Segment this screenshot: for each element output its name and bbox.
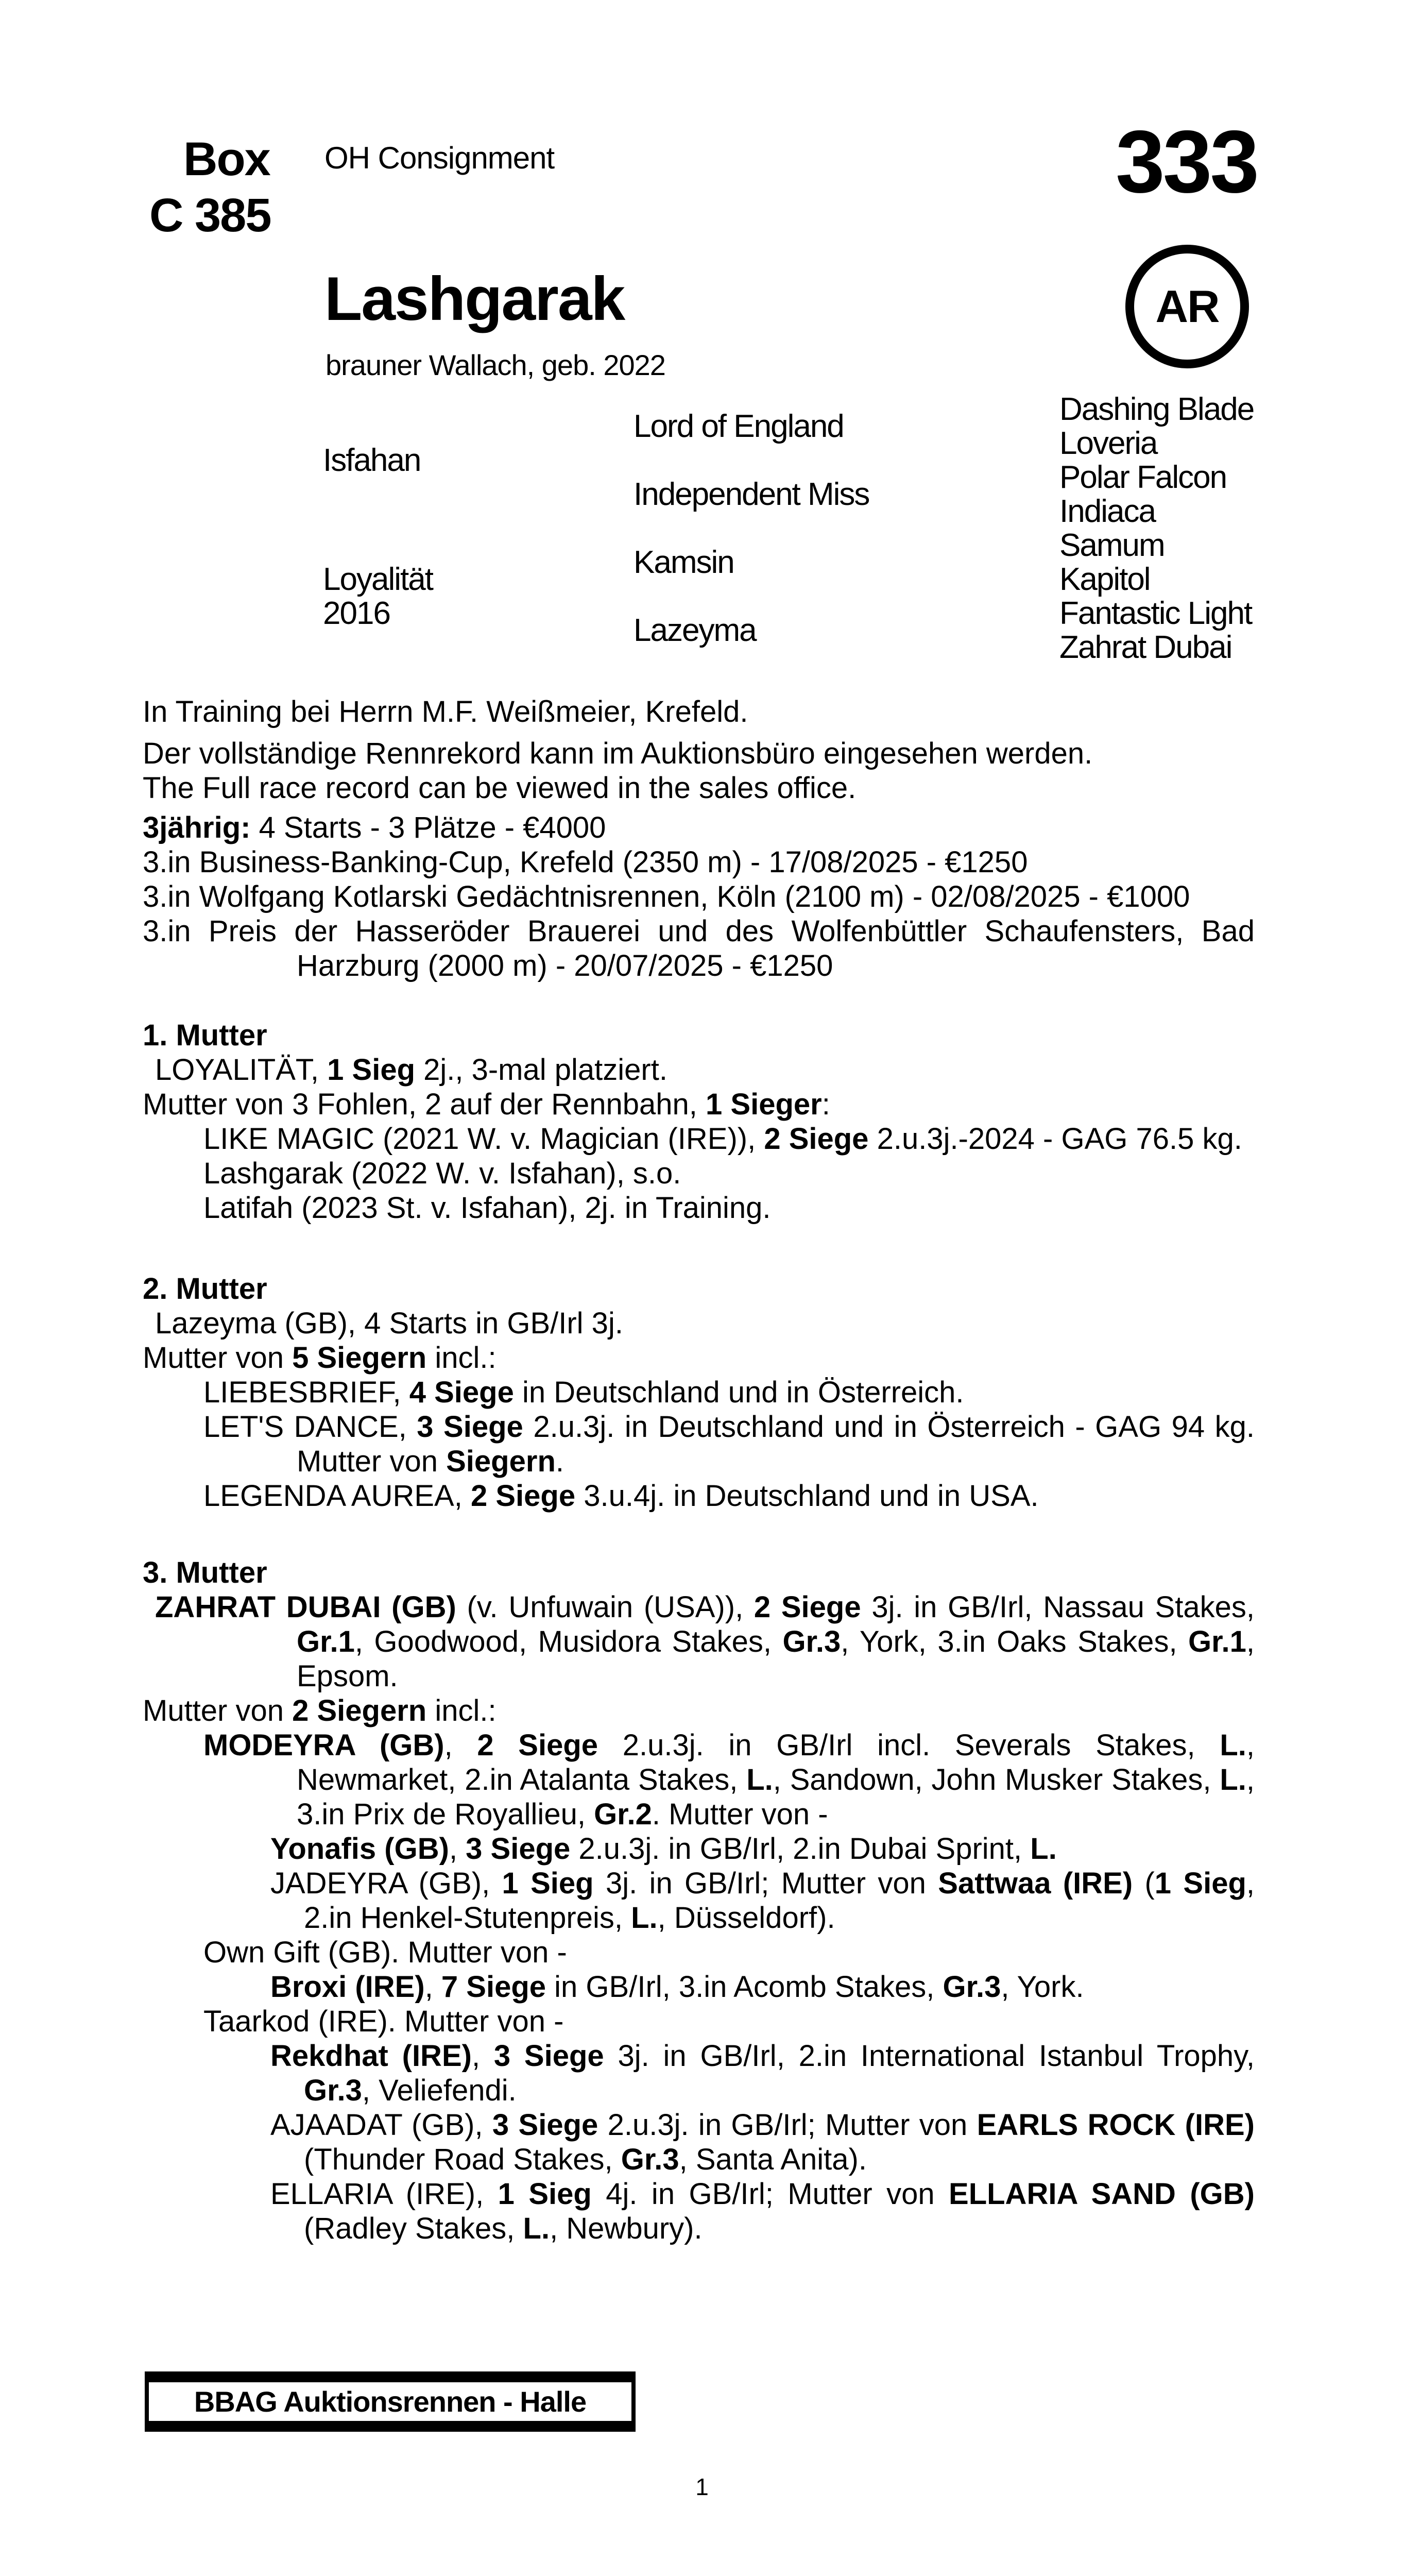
dam-line: ZAHRAT DUBAI (GB) (v. Unfuwain (USA)), 2 Siege 3j. in GB/Irl, Nassau Stakes, Gr.1, Goodwood, Musidora Stakes, Gr.3, York, 3.in Oaks Stakes, Gr.1, Epsom. xyxy=(155,1590,1255,1693)
dam-line: LOYALITÄT, 1 Sieg 2j., 3-mal platziert. xyxy=(155,1053,667,1087)
pedigree-dam xyxy=(323,563,433,631)
progeny-line: Lashgarak (2022 W. v. Isfahan), s.o. xyxy=(203,1157,681,1190)
consignor-name: OH Consignment xyxy=(324,141,555,175)
dam-line: Lazeyma (GB), 4 Starts in GB/Irl 3j. xyxy=(155,1307,623,1340)
catalog-text xyxy=(143,694,1255,2246)
stall-box-number: C 385 xyxy=(149,189,271,242)
progeny-line: Taarkod (IRE). Mutter von - xyxy=(203,2005,564,2038)
section-heading-3rd-dam: 3. Mutter xyxy=(143,1556,267,1589)
pedigree-ggp: Fantastic Light xyxy=(1059,596,1252,631)
pedigree-dam-year: 2016 xyxy=(323,596,390,631)
page-title-horse-name: Lashgarak xyxy=(324,264,625,333)
pedigree-ggp: Samum xyxy=(1059,528,1165,563)
pedigree-ggp: Indiaca xyxy=(1059,494,1155,529)
pedigree-grandsire-2: Kamsin xyxy=(633,545,734,580)
horse-subtitle: brauner Wallach, geb. 2022 xyxy=(326,349,665,381)
stall-box-label: Box xyxy=(183,133,270,185)
pedigree-ggp: Kapitol xyxy=(1059,562,1150,597)
sub-progeny-line: Rekdhat (IRE), 3 Siege 3j. in GB/Irl, 2.in International Istanbul Trophy, Gr.3, Veliefendi. xyxy=(270,2039,1255,2107)
race-record-note-en: The Full race record can be viewed in the sales office. xyxy=(143,771,857,805)
progeny-line: LIEBESBRIEF, 4 Siege in Deutschland und in Österreich. xyxy=(203,1376,964,1409)
race-result-line: 3.in Wolfgang Kotlarski Gedächtnisrennen, Köln (2100 m) - 02/08/2025 - €1000 xyxy=(143,880,1190,913)
pedigree-sire: Isfahan xyxy=(323,443,421,478)
progeny-line: LEGENDA AUREA, 2 Siege 3.u.4j. in Deutschland und in USA. xyxy=(203,1479,1039,1513)
sub-progeny-line: Yonafis (GB), 3 Siege 2.u.3j. in GB/Irl, 2.in Dubai Sprint, L. xyxy=(270,1832,1057,1866)
pedigree-granddam-2: Lazeyma xyxy=(633,613,756,648)
training-note: In Training bei Herrn M.F. Weißmeier, Krefeld. xyxy=(143,695,748,728)
produce-note: Mutter von 3 Fohlen, 2 auf der Rennbahn, 1 Sieger: xyxy=(143,1088,830,1121)
pedigree-ggp: Loveria xyxy=(1059,426,1157,461)
produce-note: Mutter von 2 Siegern incl.: xyxy=(143,1694,496,1727)
page-number: 1 xyxy=(695,2473,709,2500)
section-heading-2nd-dam: 2. Mutter xyxy=(143,1272,267,1306)
sub-progeny-line: Broxi (IRE), 7 Siege in GB/Irl, 3.in Acomb Stakes, Gr.3, York. xyxy=(270,1970,1084,2004)
progeny-line: LET'S DANCE, 3 Siege 2.u.3j. in Deutschland und in Österreich - GAG 94 kg. Mutter von Siegern. xyxy=(203,1410,1255,1478)
progeny-line: Latifah (2023 St. v. Isfahan), 2j. in Training. xyxy=(203,1191,771,1225)
ar-badge-text: AR xyxy=(1155,281,1219,332)
ar-badge xyxy=(1125,245,1249,368)
auction-race-box-label: BBAG Auktionsrennen - Halle xyxy=(194,2385,587,2418)
pedigree-ggp: Zahrat Dubai xyxy=(1059,630,1232,665)
lot-number: 333 xyxy=(1116,112,1257,211)
pedigree-dam-name: Loyalität xyxy=(323,562,433,597)
race-record-note-de: Der vollständige Rennrekord kann im Auktionsbüro eingesehen werden. xyxy=(143,737,1093,770)
pedigree-ggp: Dashing Blade xyxy=(1059,392,1254,427)
progeny-line: MODEYRA (GB), 2 Siege 2.u.3j. in GB/Irl incl. Severals Stakes, L., Newmarket, 2.in Atalanta Stakes, L., Sandown, John Musker Stakes, L., 3.in Prix de Royallieu, Gr.2. Mutter von - xyxy=(203,1728,1255,1831)
pedigree-great-grandparents xyxy=(1059,393,1254,665)
race-record-summary: 3jährig: 4 Starts - 3 Plätze - €4000 xyxy=(143,811,606,844)
sub-progeny-line: JADEYRA (GB), 1 Sieg 3j. in GB/Irl; Mutter von Sattwaa (IRE) (1 Sieg, 2.in Henkel-Stutenpreis, L., Düsseldorf). xyxy=(270,1867,1255,1935)
auction-race-box xyxy=(145,2371,636,2432)
sub-progeny-line: ELLARIA (IRE), 1 Sieg 4j. in GB/Irl; Mutter von ELLARIA SAND (GB) (Radley Stakes, L., Newbury). xyxy=(270,2177,1255,2245)
race-result-line: 3.in Preis der Hasseröder Brauerei und des Wolfenbüttler Schaufensters, Bad Harzburg (2000 m) - 20/07/2025 - €1250 xyxy=(143,914,1255,982)
section-heading-1st-dam: 1. Mutter xyxy=(143,1019,267,1052)
progeny-line: Own Gift (GB). Mutter von - xyxy=(203,1936,567,1969)
progeny-line: LIKE MAGIC (2021 W. v. Magician (IRE)), 2 Siege 2.u.3j.-2024 - GAG 76.5 kg. xyxy=(203,1122,1242,1156)
pedigree-grandsire-1: Lord of England xyxy=(633,409,844,444)
race-result-line: 3.in Business-Banking-Cup, Krefeld (2350 m) - 17/08/2025 - €1250 xyxy=(143,845,1028,879)
pedigree-ggp: Polar Falcon xyxy=(1059,460,1227,495)
produce-note: Mutter von 5 Siegern incl.: xyxy=(143,1341,496,1375)
pedigree-granddam-1: Independent Miss xyxy=(633,477,869,512)
sub-progeny-line: AJAADAT (GB), 3 Siege 2.u.3j. in GB/Irl; Mutter von EARLS ROCK (IRE) (Thunder Road Stakes, Gr.3, Santa Anita). xyxy=(270,2108,1255,2176)
